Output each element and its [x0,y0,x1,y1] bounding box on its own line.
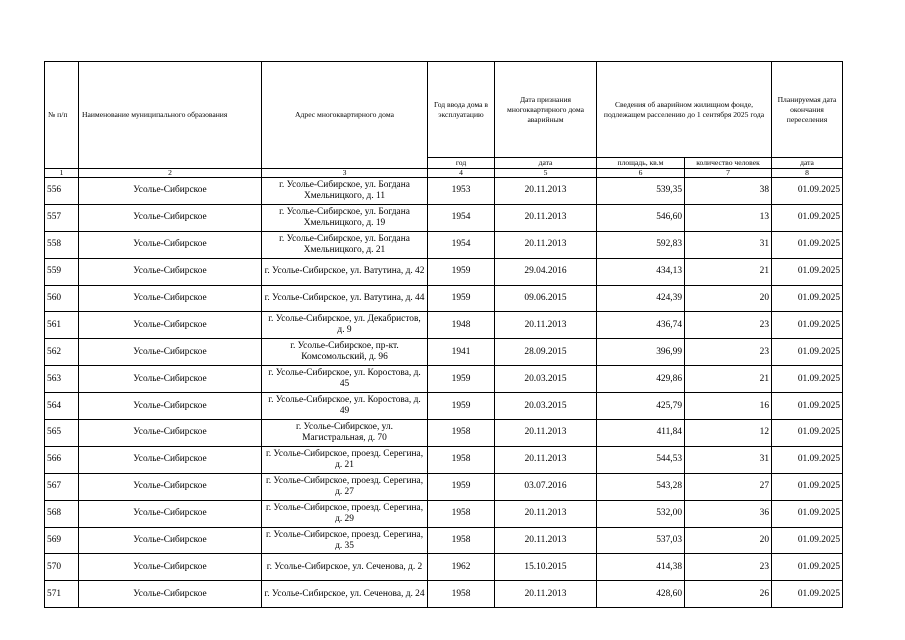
header-municipality: Наименование муниципального образования [79,62,262,169]
cell-people: 21 [685,258,772,285]
table-row [45,312,843,339]
cell-number: 567 [45,473,79,500]
cell-address: г. Усолье-Сибирское, ул. Богдана Хмельницкого, д. 19 [262,204,428,231]
cell-year: 1948 [428,312,495,339]
column-number: 5 [495,169,597,178]
table-row [45,500,843,527]
cell-address: г. Усолье-Сибирское, проезд. Серегина, д. 21 [262,446,428,473]
cell-planned-date: 01.09.2025 [772,312,843,339]
cell-area: 537,03 [597,527,685,554]
cell-planned-date: 01.09.2025 [772,231,843,258]
cell-municipality: Усолье-Сибирское [79,527,262,554]
cell-address: г. Усолье-Сибирское, ул. Коростова, д. 49 [262,393,428,420]
cell-planned-date: 01.09.2025 [772,473,843,500]
cell-planned-date: 01.09.2025 [772,178,843,205]
cell-area: 539,35 [597,178,685,205]
table-row [45,366,843,393]
cell-year: 1959 [428,473,495,500]
cell-number: 558 [45,231,79,258]
table-row [45,446,843,473]
header-address: Адрес многоквартирного дома [262,62,428,169]
subheader-year: год [428,158,495,169]
cell-year: 1959 [428,366,495,393]
table-row [45,473,843,500]
cell-recognition-date: 29.04.2016 [495,258,597,285]
cell-people: 38 [685,178,772,205]
table-row [45,231,843,258]
subheader-people: количество человек [685,158,772,169]
cell-planned-date: 01.09.2025 [772,258,843,285]
cell-year: 1958 [428,500,495,527]
cell-planned-date: 01.09.2025 [772,393,843,420]
cell-number: 559 [45,258,79,285]
cell-municipality: Усолье-Сибирское [79,500,262,527]
cell-address: г. Усолье-Сибирское, ул. Декабристов, д. 9 [262,312,428,339]
cell-year: 1941 [428,339,495,366]
header-fund-info: Сведения об аварийном жилищном фонде, подлежащем расселению до 1 сентября 2025 года [597,62,772,158]
cell-people: 23 [685,554,772,581]
cell-municipality: Усолье-Сибирское [79,258,262,285]
cell-municipality: Усолье-Сибирское [79,204,262,231]
cell-recognition-date: 09.06.2015 [495,285,597,312]
cell-recognition-date: 28.09.2015 [495,339,597,366]
cell-recognition-date: 20.11.2013 [495,446,597,473]
subheader-date: дата [495,158,597,169]
cell-planned-date: 01.09.2025 [772,339,843,366]
cell-number: 570 [45,554,79,581]
cell-municipality: Усолье-Сибирское [79,554,262,581]
cell-people: 12 [685,420,772,447]
cell-recognition-date: 20.03.2015 [495,393,597,420]
cell-municipality: Усолье-Сибирское [79,231,262,258]
cell-area: 411,84 [597,420,685,447]
cell-number: 571 [45,581,79,608]
column-number: 4 [428,169,495,178]
cell-area: 532,00 [597,500,685,527]
cell-address: г. Усолье-Сибирское, ул. Магистральная, д. 70 [262,420,428,447]
cell-address: г. Усолье-Сибирское, проезд. Серегина, д. 27 [262,473,428,500]
cell-recognition-date: 20.11.2013 [495,178,597,205]
cell-planned-date: 01.09.2025 [772,554,843,581]
cell-year: 1953 [428,178,495,205]
cell-recognition-date: 03.07.2016 [495,473,597,500]
cell-number: 557 [45,204,79,231]
cell-recognition-date: 20.11.2013 [495,231,597,258]
cell-people: 23 [685,312,772,339]
cell-address: г. Усолье-Сибирское, ул. Сеченова, д. 2 [262,554,428,581]
table-row [45,204,843,231]
cell-address: г. Усолье-Сибирское, ул. Ватутина, д. 42 [262,258,428,285]
header-year: Год ввода дома в эксплуатацию [428,62,495,158]
cell-recognition-date: 15.10.2015 [495,554,597,581]
cell-year: 1958 [428,527,495,554]
cell-municipality: Усолье-Сибирское [79,339,262,366]
cell-municipality: Усолье-Сибирское [79,366,262,393]
cell-people: 20 [685,527,772,554]
cell-year: 1958 [428,420,495,447]
cell-number: 569 [45,527,79,554]
cell-municipality: Усолье-Сибирское [79,581,262,608]
cell-number: 562 [45,339,79,366]
cell-address: г. Усолье-Сибирское, проезд. Серегина, д. 35 [262,527,428,554]
cell-people: 27 [685,473,772,500]
table-row [45,393,843,420]
column-number: 2 [79,169,262,178]
cell-address: г. Усолье-Сибирское, ул. Сеченова, д. 24 [262,581,428,608]
table-row [45,258,843,285]
cell-year: 1959 [428,258,495,285]
cell-number: 556 [45,178,79,205]
cell-people: 21 [685,366,772,393]
cell-year: 1962 [428,554,495,581]
table-row [45,554,843,581]
cell-planned-date: 01.09.2025 [772,366,843,393]
cell-people: 36 [685,500,772,527]
cell-area: 544,53 [597,446,685,473]
cell-address: г. Усолье-Сибирское, ул. Богдана Хмельницкого, д. 21 [262,231,428,258]
cell-recognition-date: 20.11.2013 [495,420,597,447]
header-row [45,62,843,158]
cell-planned-date: 01.09.2025 [772,204,843,231]
cell-people: 26 [685,581,772,608]
cell-year: 1959 [428,285,495,312]
cell-year: 1954 [428,231,495,258]
cell-number: 565 [45,420,79,447]
cell-number: 568 [45,500,79,527]
cell-area: 428,60 [597,581,685,608]
cell-planned-date: 01.09.2025 [772,420,843,447]
cell-municipality: Усолье-Сибирское [79,446,262,473]
header-recognition-date: Дата признания многоквартирного дома аварийным [495,62,597,158]
cell-recognition-date: 20.11.2013 [495,527,597,554]
cell-area: 425,79 [597,393,685,420]
cell-planned-date: 01.09.2025 [772,446,843,473]
cell-municipality: Усолье-Сибирское [79,473,262,500]
cell-recognition-date: 20.03.2015 [495,366,597,393]
cell-number: 561 [45,312,79,339]
cell-municipality: Усолье-Сибирское [79,393,262,420]
cell-municipality: Усолье-Сибирское [79,312,262,339]
cell-year: 1954 [428,204,495,231]
cell-area: 434,13 [597,258,685,285]
header-number: № п/п [45,62,79,169]
cell-planned-date: 01.09.2025 [772,527,843,554]
table-row [45,339,843,366]
cell-area: 543,28 [597,473,685,500]
cell-number: 563 [45,366,79,393]
cell-recognition-date: 20.11.2013 [495,204,597,231]
cell-address: г. Усолье-Сибирское, ул. Ватутина, д. 44 [262,285,428,312]
cell-year: 1958 [428,446,495,473]
column-number-row [45,169,843,178]
table-row [45,178,843,205]
cell-number: 560 [45,285,79,312]
table-row [45,581,843,608]
resettlement-table [44,61,843,608]
column-number: 8 [772,169,843,178]
header-planned-date: Планируемая дата окончания переселения [772,62,843,158]
cell-area: 436,74 [597,312,685,339]
cell-area: 546,60 [597,204,685,231]
cell-area: 424,39 [597,285,685,312]
cell-address: г. Усолье-Сибирское, ул. Богдана Хмельницкого, д. 11 [262,178,428,205]
cell-people: 23 [685,339,772,366]
cell-recognition-date: 20.11.2013 [495,500,597,527]
cell-people: 31 [685,446,772,473]
subheader-planned-date: дата [772,158,843,169]
cell-people: 31 [685,231,772,258]
column-number: 6 [597,169,685,178]
column-number: 1 [45,169,79,178]
cell-area: 396,99 [597,339,685,366]
cell-address: г. Усолье-Сибирское, проезд. Серегина, д. 29 [262,500,428,527]
cell-people: 13 [685,204,772,231]
column-number: 7 [685,169,772,178]
cell-planned-date: 01.09.2025 [772,285,843,312]
column-number: 3 [262,169,428,178]
cell-address: г. Усолье-Сибирское, ул. Коростова, д. 45 [262,366,428,393]
table-row [45,527,843,554]
cell-municipality: Усолье-Сибирское [79,178,262,205]
cell-municipality: Усолье-Сибирское [79,285,262,312]
cell-number: 566 [45,446,79,473]
cell-people: 16 [685,393,772,420]
cell-area: 429,86 [597,366,685,393]
cell-year: 1959 [428,393,495,420]
cell-planned-date: 01.09.2025 [772,581,843,608]
cell-planned-date: 01.09.2025 [772,500,843,527]
cell-municipality: Усолье-Сибирское [79,420,262,447]
cell-area: 414,38 [597,554,685,581]
table-row [45,420,843,447]
cell-area: 592,83 [597,231,685,258]
cell-recognition-date: 20.11.2013 [495,312,597,339]
cell-address: г. Усолье-Сибирское, пр-кт. Комсомольский, д. 96 [262,339,428,366]
cell-people: 20 [685,285,772,312]
table-body [45,178,843,608]
table-row [45,285,843,312]
cell-year: 1958 [428,581,495,608]
cell-recognition-date: 20.11.2013 [495,581,597,608]
subheader-area: площадь, кв.м [597,158,685,169]
cell-number: 564 [45,393,79,420]
